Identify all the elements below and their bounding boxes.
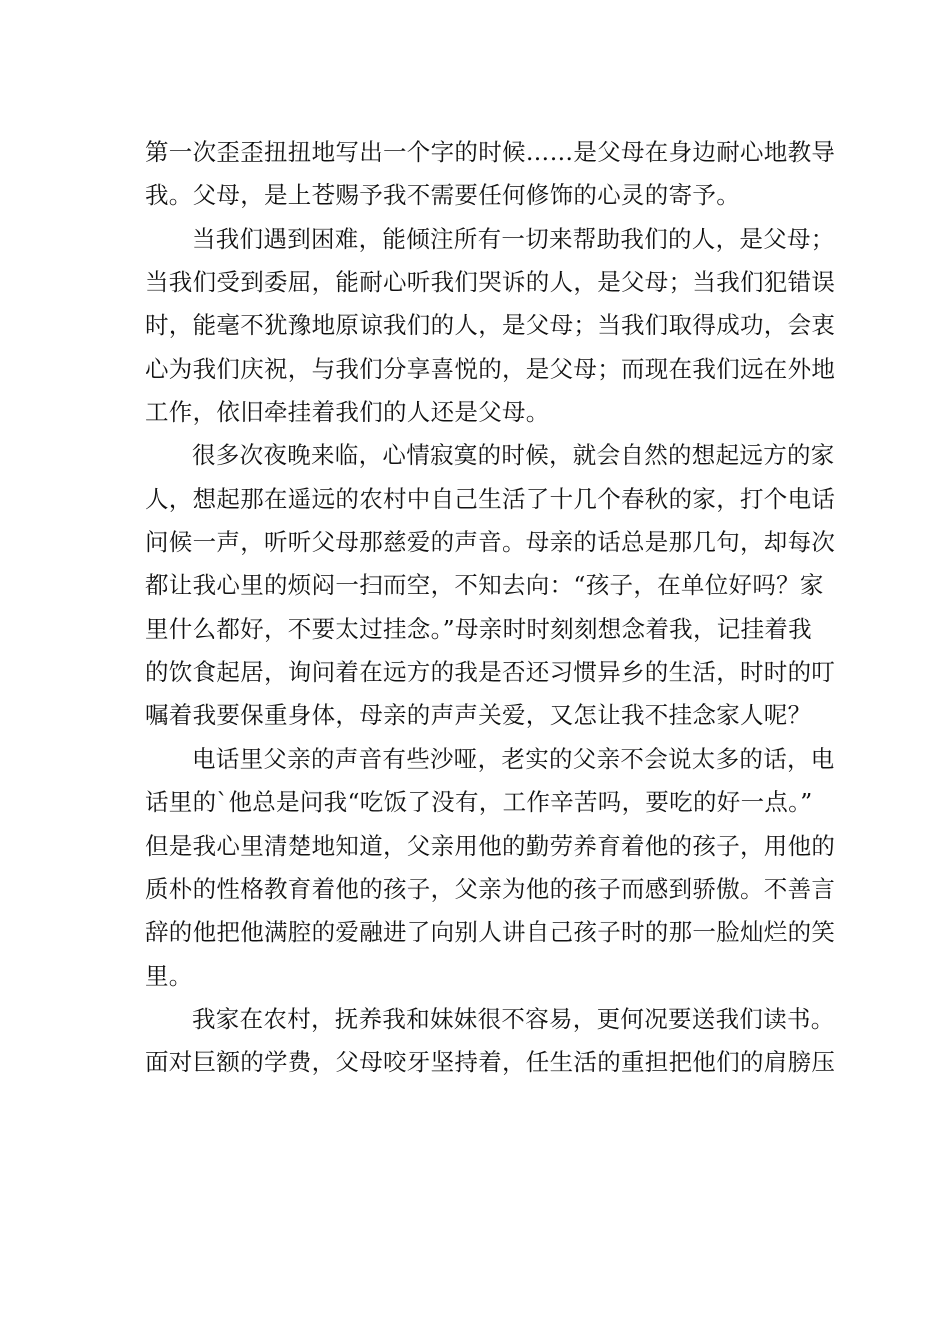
text-line: 人，想起那在遥远的农村中自己生活了十几个春秋的家，打个电话 [145,484,836,513]
paragraph-start-line: 很多次夜晚来临，心情寂寞的时候，就会自然的想起远方的家 [192,441,835,470]
text-line: 里什么都好，不要太过挂念。”母亲时时刻刻想念着我，记挂着我 [145,614,812,643]
text-line: 里。 [145,961,193,990]
text-line: 辞的他把他满腔的爱融进了向别人讲自己孩子时的那一脸灿烂的笑 [145,918,836,947]
text-line: 时，能毫不犹豫地原谅我们的人，是父母；当我们取得成功，会衷 [145,311,836,340]
text-line: 工作，依旧牵挂着我们的人还是父母。 [145,398,550,427]
text-line: 但是我心里清楚地知道，父亲用他的勤劳养育着他的孩子，用他的 [145,831,836,860]
text-line: 我。父母，是上苍赐予我不需要任何修饰的心灵的寄予。 [145,181,740,210]
paragraph-start-line: 电话里父亲的声音有些沙哑，老实的父亲不会说太多的话，电 [192,744,835,773]
paragraph-start-line: 当我们遇到困难，能倾注所有一切来帮助我们的人，是父母； [192,224,835,253]
body-text [145,131,836,1085]
text-line: 话里的`他总是问我“吃饭了没有，工作辛苦吗，要吃的好一点。” [145,788,813,817]
text-line: 当我们受到委屈，能耐心听我们哭诉的人，是父母；当我们犯错误 [145,268,836,297]
text-line: 问候一声，听听父母那慈爱的声音。母亲的话总是那几句，却每次 [145,528,836,557]
text-line: 面对巨额的学费，父母咬牙坚持着，任生活的重担把他们的肩膀压 [145,1048,836,1077]
text-line: 的饮食起居，询问着在远方的我是否还习惯异乡的生活，时时的叮 [145,658,836,687]
text-line: 都让我心里的烦闷一扫而空，不知去向：“孩子，在单位好吗？家 [145,571,824,600]
text-line: 嘱着我要保重身体，母亲的声声关爱，又怎让我不挂念家人呢？ [145,701,812,730]
text-line: 第一次歪歪扭扭地写出一个字的时候……是父母在身边耐心地教导 [145,138,836,166]
paragraph-start-line: 我家在农村，抚养我和妹妹很不容易，更何况要送我们读书。 [192,1004,835,1033]
text-line: 质朴的性格教育着他的孩子，父亲为他的孩子而感到骄傲。不善言 [145,874,836,903]
text-line: 心为我们庆祝，与我们分享喜悦的，是父母；而现在我们远在外地 [145,354,836,383]
